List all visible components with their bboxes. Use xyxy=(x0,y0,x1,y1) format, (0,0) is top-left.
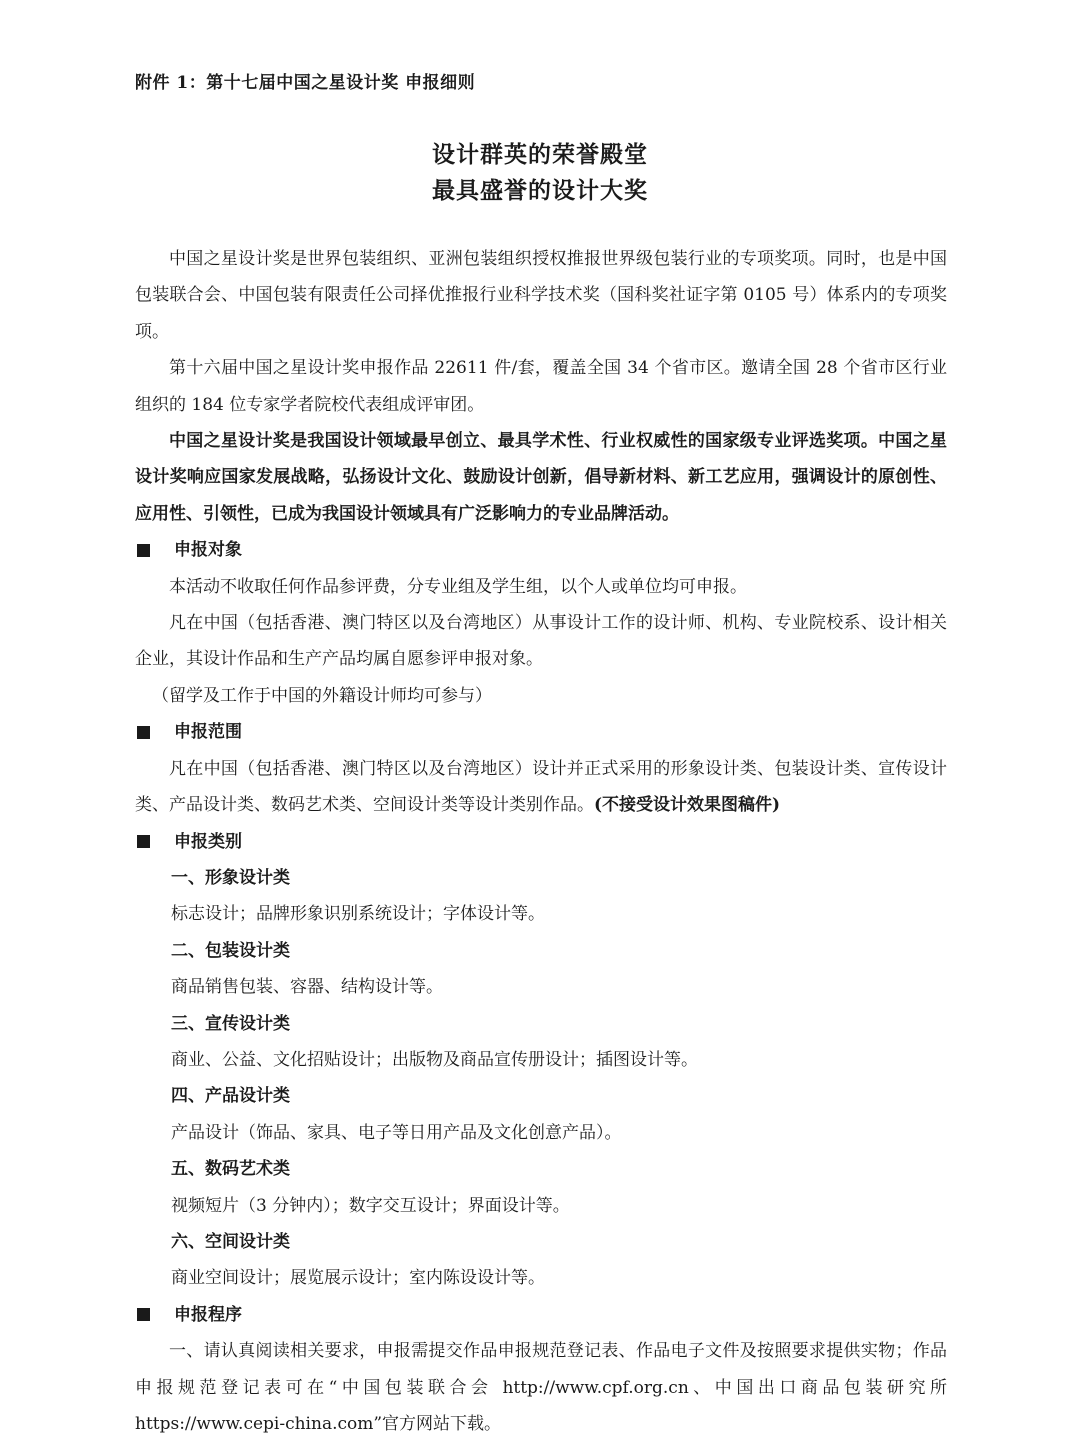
intro-paragraph-3: 中国之星设计奖是我国设计领域最早创立、最具学术性、行业权威性的国家级专业评选奖项。中国之星设计奖响应国家发展战略，弘扬设计文化、鼓励设计创新，倡导新材料、新工艺应用，强调设计的原创性、应用性、引领性，已成为我国设计领域具有广泛影响力的专业品牌活动。 xyxy=(135,431,947,524)
scope-exclusion-note: (不接受设计效果图稿件) xyxy=(594,795,781,816)
category-name: 一、形象设计类 xyxy=(171,867,290,888)
procedure-paragraph-1: 一、请认真阅读相关要求，申报需提交作品申报规范登记表、作品电子文件及按照要求提供实物；作品申报规范登记表可在“中国包装联合会 http://www.cpf.org.cn、中国出口商品包装研究所 https://www.cepi-china.com”官方网站下载。 xyxy=(135,1341,947,1434)
section-heading-label: 申报对象 xyxy=(174,540,242,561)
square-bullet-icon xyxy=(137,726,150,739)
objects-note: （留学及工作于中国的外籍设计师均可参与） xyxy=(152,685,492,706)
section-heading-label: 申报范围 xyxy=(174,722,242,743)
section-heading-categories xyxy=(135,824,947,860)
main-title-line-2: 最具盛誉的设计大奖 xyxy=(432,177,648,204)
square-bullet-icon xyxy=(137,1308,150,1321)
square-bullet-icon xyxy=(137,544,150,557)
intro-paragraph-2: 第十六届中国之星设计奖申报作品 22611 件/套，覆盖全国 34 个省市区。邀请全国 28 个省市区行业组织的 184 位专家学者院校代表组成评审团。 xyxy=(135,358,947,415)
category-name: 三、宣传设计类 xyxy=(171,1013,290,1034)
category-desc: 商业、公益、文化招贴设计；出版物及商品宣传册设计；插图设计等。 xyxy=(171,1049,698,1070)
intro-paragraph-1: 中国之星设计奖是世界包装组织、亚洲包装组织授权推报世界级包装行业的专项奖项。同时，也是中国包装联合会、中国包装有限责任公司择优推报行业科学技术奖（国科奖社证字第 0105 号）体系内的专项奖项。 xyxy=(135,249,947,342)
category-desc: 产品设计（饰品、家具、电子等日用产品及文化创意产品）。 xyxy=(171,1122,622,1143)
main-title-line-1: 设计群英的荣誉殿堂 xyxy=(432,141,648,168)
objects-paragraph-1: 本活动不收取任何作品参评费，分专业组及学生组，以个人或单位均可申报。 xyxy=(169,576,747,597)
section-heading-scope xyxy=(135,714,947,750)
category-name: 六、空间设计类 xyxy=(171,1231,290,1252)
category-desc: 标志设计；品牌形象识别系统设计；字体设计等。 xyxy=(171,904,545,925)
section-heading-label: 申报程序 xyxy=(174,1304,242,1325)
category-name: 四、产品设计类 xyxy=(171,1086,290,1107)
category-desc: 商业空间设计；展览展示设计；室内陈设设计等。 xyxy=(171,1268,545,1289)
scope-paragraph xyxy=(135,751,947,824)
category-desc: 视频短片（3 分钟内）；数字交互设计；界面设计等。 xyxy=(171,1195,570,1216)
section-heading-procedure xyxy=(135,1297,947,1333)
square-bullet-icon xyxy=(137,835,150,848)
category-name: 五、数码艺术类 xyxy=(171,1159,290,1180)
objects-paragraph-2: 凡在中国（包括香港、澳门特区以及台湾地区）从事设计工作的设计师、机构、专业院校系、设计相关企业，其设计作品和生产产品均属自愿参评申报对象。 xyxy=(135,613,947,670)
section-heading-label: 申报类别 xyxy=(174,831,242,852)
category-name: 二、包装设计类 xyxy=(171,940,290,961)
scope-text: 凡在中国（包括香港、澳门特区以及台湾地区）设计并正式采用的形象设计类、包装设计类、宣传设计类、产品设计类、数码艺术类、空间设计类等设计类别作品。 xyxy=(135,758,947,816)
category-desc: 商品销售包装、容器、结构设计等。 xyxy=(171,977,443,998)
attachment-title: 附件 1：第十七届中国之星设计奖 申报细则 xyxy=(135,73,476,93)
document-body xyxy=(135,241,947,1442)
section-heading-objects xyxy=(135,532,947,568)
